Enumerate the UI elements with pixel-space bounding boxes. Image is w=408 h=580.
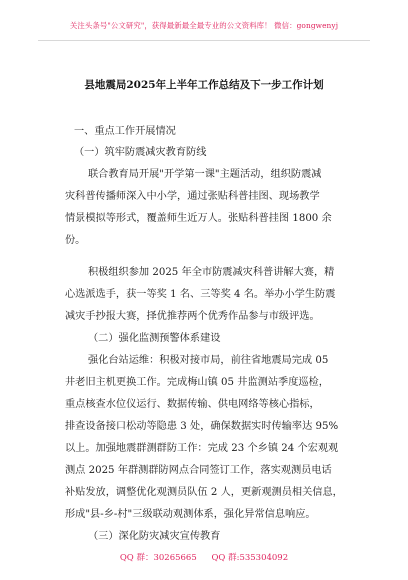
section-heading: 一、重点工作开展情况 [74, 126, 176, 137]
paragraph-line: 井老旧主机更换工作。完成梅山镇 05 井监测站季度巡检， [65, 377, 329, 388]
paragraph-line: 份。 [65, 235, 86, 246]
paragraph-line: 心选派选手，获一等奖 1 名、三等奖 4 名。举办小学生防震 [65, 289, 336, 300]
paragraph-line: 强化台站运维：积极对接市局，前往省地震局完成 05 [88, 355, 329, 366]
paragraph-line: 重点核查水位仪运行、数据传输、供电网络等核心指标， [65, 399, 320, 410]
paragraph-line: 测点 2025 年群测群防网点合同签订工作，落实观测员电话 [65, 465, 332, 476]
paragraph-line: 联合教育局开展"开学第一课"主题活动，组织防震减 [88, 169, 322, 180]
footer [0, 551, 408, 563]
document-title: 县地震局2025年上半年工作总结及下一步工作计划 [84, 79, 324, 91]
paragraph-line: 减灾手抄报大赛，择优推荐两个优秀作品参与市级评选。 [65, 311, 320, 322]
subsection-heading: （一）筑牢防震减灾教育防线 [74, 147, 207, 158]
subsection-heading: （三）深化防灾减灾宣传教育 [88, 531, 221, 542]
paragraph-line: 情景模拟等形式，覆盖师生近万人。张贴科普挂图 1800 余 [65, 213, 332, 224]
footer-qq-group-2: QQ 群:535304092 [211, 553, 289, 563]
header-divider [38, 40, 370, 41]
paragraph-line: 积极组织参加 2025 年全市防震减灾科普讲解大赛，精 [88, 267, 335, 278]
paragraph-line: 灾科普传播师深入中小学，通过张贴科普挂图、现场教学 [65, 191, 320, 202]
footer-qq-group-1: QQ 群：30265665 [119, 553, 197, 563]
subsection-heading: （二）强化监测预警体系建设 [88, 333, 221, 344]
header-banner: 关注头条号"公文研究"，获得最新最全最专业的公文资料库！ 微信：gongwenyj [69, 21, 339, 30]
paragraph-line: 以上。加强地震群测群防工作：完成 23 个乡镇 24 个宏观观 [65, 443, 339, 454]
paragraph-line: 补贴发放，调整优化观测员队伍 2 人，更新观测员相关信息， [65, 487, 343, 498]
paragraph-line: 排查设备接口松动等隐患 3 处，确保数据实时传输率达 95% [65, 421, 339, 432]
paragraph-line: 形成"县-乡-村"三级联动观测体系，强化异常信息响应。 [65, 509, 316, 520]
